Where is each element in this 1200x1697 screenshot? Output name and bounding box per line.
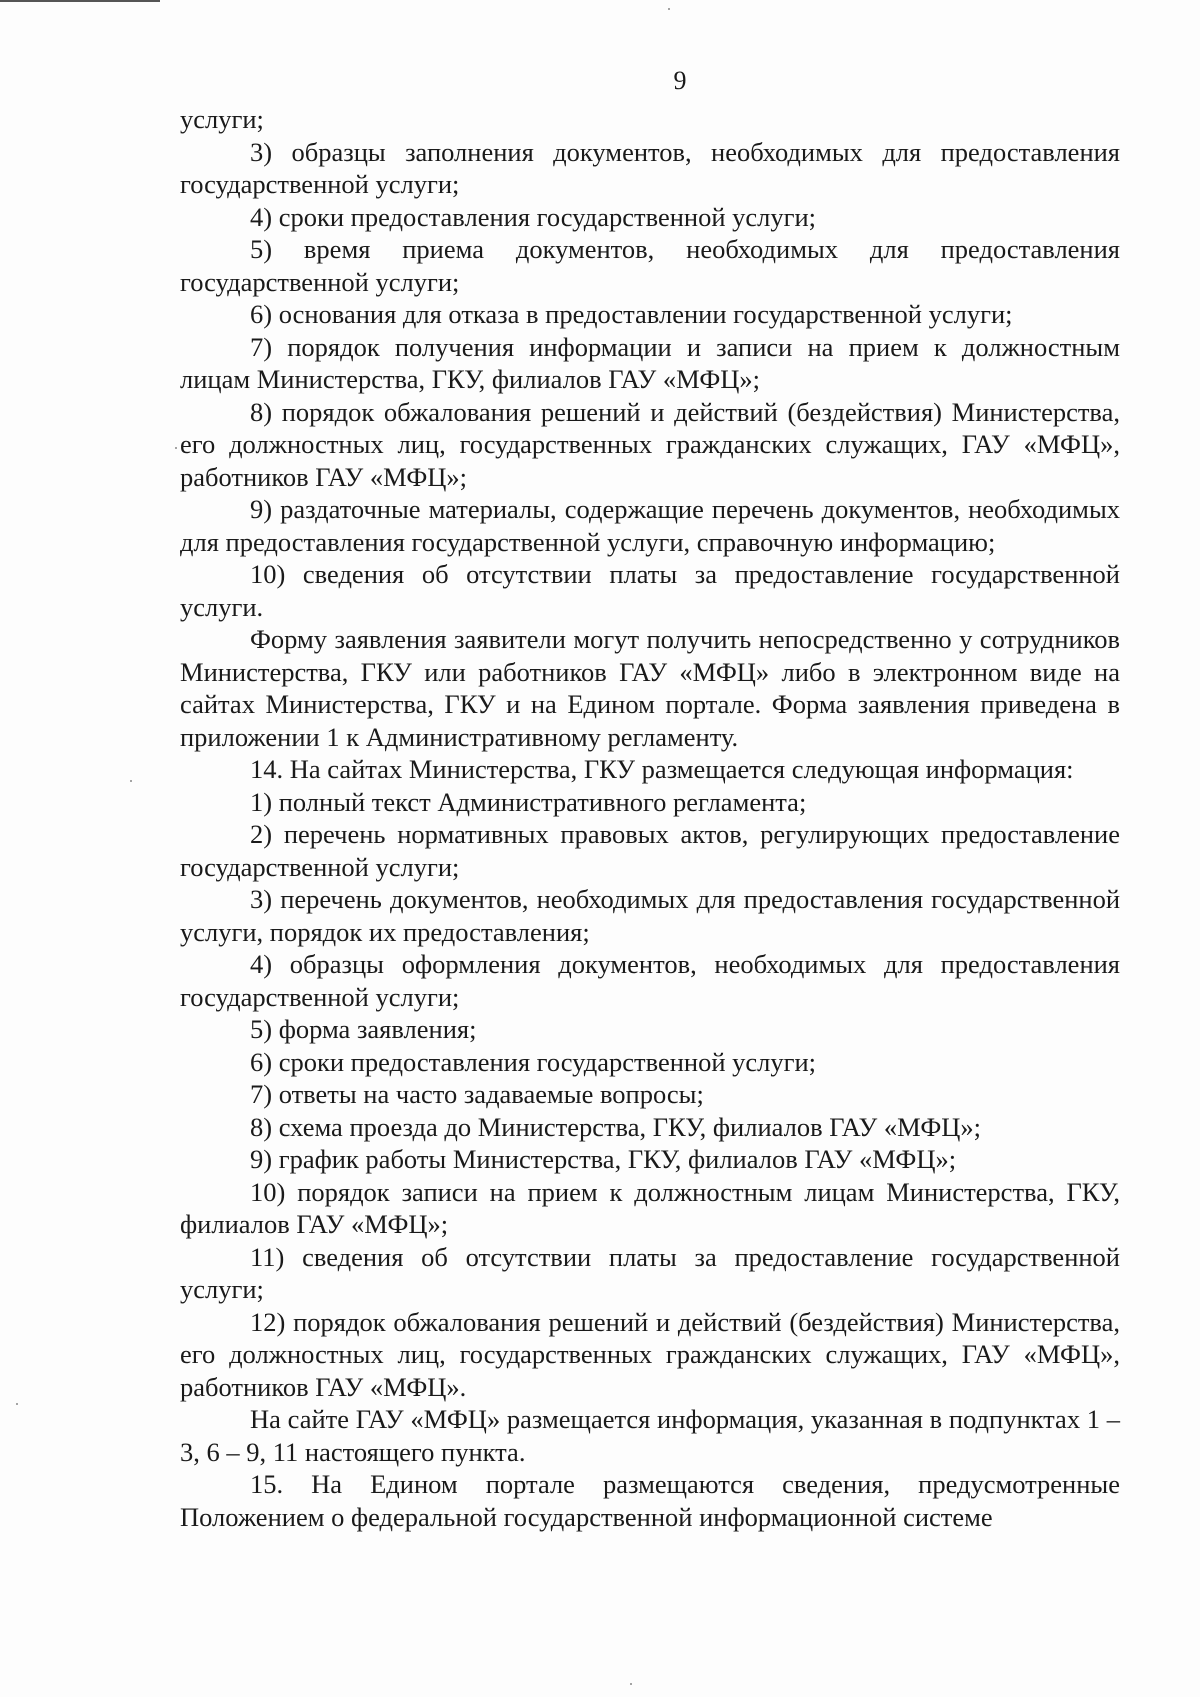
list-item: 11) сведения об отсутствии платы за предоставление государственной услуги; <box>180 1241 1120 1304</box>
list-item: 6) сроки предоставления государственной услуги; <box>250 1046 817 1077</box>
list-item: 2) перечень нормативных правовых актов, регулирующих предоставление государственной услуги; <box>180 819 1120 882</box>
list-item: 9) раздаточные материалы, содержащие перечень документов, необходимых для предоставления государственной услуги, справочную информацию; <box>180 494 1120 557</box>
paragraph: Форму заявления заявители могут получить непосредственно у сотрудников Министерства, ГКУ или работников ГАУ «МФЦ» либо в электронном виде на сайтах Министерства, ГКУ и на Едином портале. Форма заявления приведена в приложении 1 к Административному регламенту. <box>180 624 1120 752</box>
list-item: 7) ответы на часто задаваемые вопросы; <box>250 1079 704 1109</box>
list-item: 5) время приема документов, необходимых для предоставления государственной услуги; <box>180 234 1120 297</box>
scan-speck <box>130 780 132 782</box>
scan-speck <box>668 8 670 10</box>
list-item: 6) основания для отказа в предоставлении государственной услуги; <box>250 299 1013 329</box>
list-item: 5) форма заявления; <box>250 1014 477 1044</box>
list-item: 7) порядок получения информации и записи на прием к должностным лицам Министерства, ГКУ, филиалов ГАУ «МФЦ»; <box>180 331 1120 394</box>
scan-speck <box>175 447 177 449</box>
paragraph: На сайте ГАУ «МФЦ» размещается информация, указанная в подпунктах 1 – 3, 6 – 9, 11 настоящего пункта. <box>180 1404 1120 1467</box>
section-15-paragraph: 15. На Едином портале размещаются сведения, предусмотренные Положением о федеральной государственной информационной системе <box>180 1469 1120 1532</box>
list-item: 10) порядок записи на прием к должностным лицам Министерства, ГКУ, филиалов ГАУ «МФЦ»; <box>180 1176 1120 1239</box>
document-body <box>180 103 1120 1533</box>
section-14-heading: 14. На сайтах Министерства, ГКУ размещается следующая информация: <box>250 754 1074 784</box>
scan-speck <box>630 1683 632 1685</box>
list-item: 9) график работы Министерства, ГКУ, филиалов ГАУ «МФЦ»; <box>250 1144 957 1174</box>
list-item: 12) порядок обжалования решений и действий (бездействия) Министерства, его должностных лиц, государственных гражданских служащих, ГАУ «МФЦ», работников ГАУ «МФЦ». <box>180 1306 1120 1402</box>
scan-edge-line <box>0 0 160 2</box>
list-item: 4) сроки предоставления государственной услуги; <box>250 201 817 232</box>
list-item: 3) перечень документов, необходимых для предоставления государственной услуги, порядок их предоставления; <box>180 884 1120 947</box>
paragraph-fragment: услуги; <box>180 104 264 134</box>
list-item: 1) полный текст Административного регламента; <box>250 786 807 817</box>
list-item: 8) схема проезда до Министерства, ГКУ, филиалов ГАУ «МФЦ»; <box>250 1111 982 1142</box>
list-item: 4) образцы оформления документов, необходимых для предоставления государственной услуги; <box>180 949 1120 1012</box>
list-item: 3) образцы заполнения документов, необходимых для предоставления государственной услуги; <box>180 136 1120 199</box>
list-item: 10) сведения об отсутствии платы за предоставление государственной услуги. <box>180 559 1120 622</box>
scan-speck <box>16 1403 18 1405</box>
page-number: 9 <box>673 66 687 95</box>
list-item: 8) порядок обжалования решений и действий (бездействия) Министерства, его должностных лиц, государственных гражданских служащих, ГАУ «МФЦ», работников ГАУ «МФЦ»; <box>180 396 1120 492</box>
